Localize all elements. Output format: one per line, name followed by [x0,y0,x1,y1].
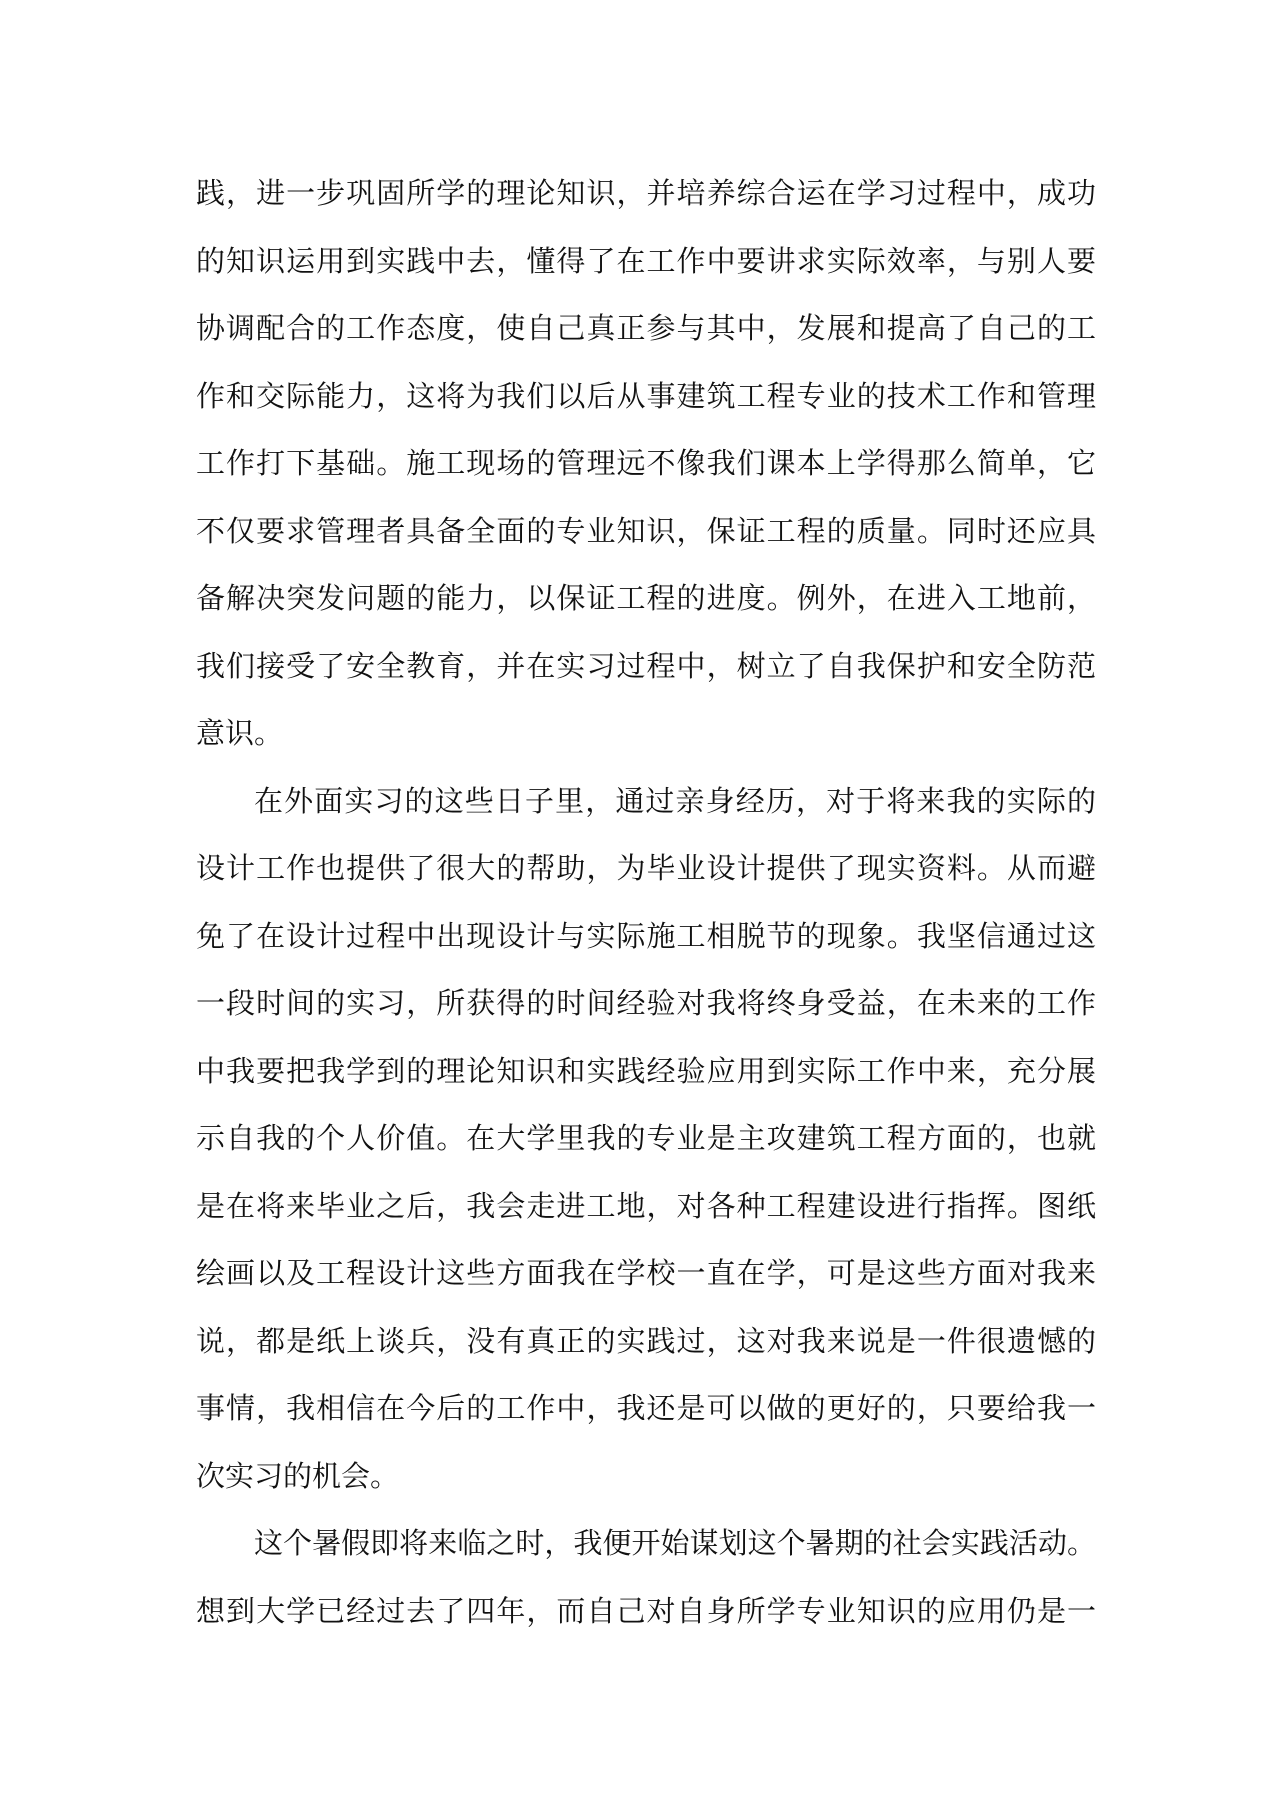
text-line: 我们接受了安全教育，并在实习过程中，树立了自我保护和安全防范 [196,648,1096,683]
text-line: 想到大学已经过去了四年，而自己对自身所学专业知识的应用仍是一 [196,1593,1096,1628]
text-line: 一段时间的实习，所获得的时间经验对我将终身受益，在未来的工作 [196,986,1096,1020]
text-line: 免了在设计过程中出现设计与实际施工相脱节的现象。我坚信通过这 [196,918,1096,953]
text-line: 备解决突发问题的能力，以保证工程的进度。例外，在进入工地前， [196,581,1096,615]
text-line: 是在将来毕业之后，我会走进工地，对各种工程建设进行指挥。图纸 [196,1188,1096,1223]
paragraph-1 [196,160,1096,768]
text-line: 事情，我相信在今后的工作中，我还是可以做的更好的，只要给我一 [196,1391,1096,1425]
text-line: 不仅要求管理者具备全面的专业知识，保证工程的质量。同时还应具 [196,513,1096,548]
text-line: 这个暑假即将来临之时，我便开始谋划这个暑期的社会实践活动。 [254,1526,1096,1560]
text-line: 设计工作也提供了很大的帮助，为毕业设计提供了现实资料。从而避 [196,851,1096,885]
text-line: 说，都是纸上谈兵，没有真正的实践过，这对我来说是一件很遗憾的 [196,1323,1096,1358]
text-line: 的知识运用到实践中去，懂得了在工作中要讲求实际效率，与别人要 [196,243,1096,278]
text-line: 协调配合的工作态度，使自己真正参与其中，发展和提高了自己的工 [196,311,1096,345]
text-line: 意识。 [196,716,284,750]
paragraph-2 [196,768,1096,1511]
text-line: 示自我的个人价值。在大学里我的专业是主攻建筑工程方面的，也就 [196,1121,1096,1155]
text-line: 次实习的机会。 [196,1458,400,1493]
paragraph-3 [196,1510,1096,1645]
text-line: 工作打下基础。施工现场的管理远不像我们课本上学得那么简单，它 [196,446,1096,480]
document-body [196,160,1096,1645]
text-line: 作和交际能力，这将为我们以后从事建筑工程专业的技术工作和管理 [196,378,1096,413]
text-line: 在外面实习的这些日子里，通过亲身经历，对于将来我的实际的 [254,783,1096,818]
text-line: 中我要把我学到的理论知识和实践经验应用到实际工作中来，充分展 [196,1053,1096,1088]
text-line: 践，进一步巩固所学的理论知识，并培养综合运在学习过程中，成功 [196,176,1096,210]
text-line: 绘画以及工程设计这些方面我在学校一直在学，可是这些方面对我来 [196,1256,1096,1290]
